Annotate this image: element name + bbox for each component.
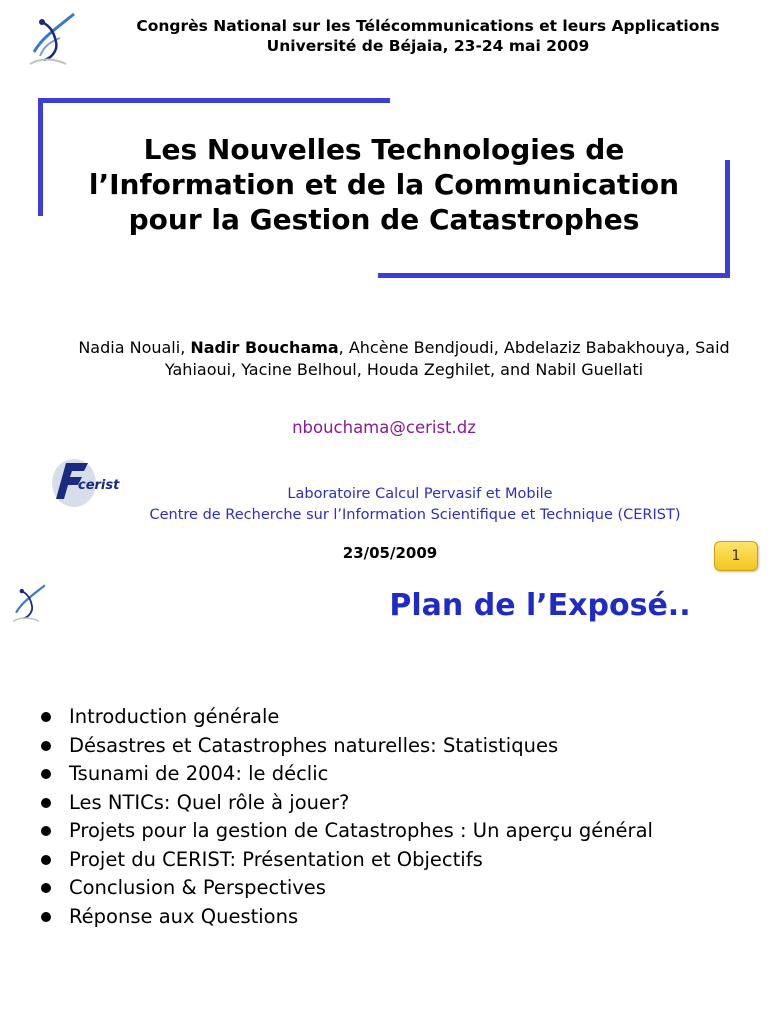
list-item-text: Introduction générale (69, 705, 280, 728)
institution-name: Centre de Recherche sur l’Information Scientifique et Technique (CERIST) (149, 507, 681, 523)
frame-top-line (38, 98, 390, 103)
list-item-text: Désastres et Catastrophes naturelles: Statistiques (69, 733, 559, 757)
presentation-title (60, 132, 708, 237)
list-item-text: Projets pour la gestion de Catastrophes : Un aperçu général (69, 819, 653, 842)
bullet-icon (41, 912, 51, 922)
bullet-icon (41, 741, 51, 751)
list-item-text: Conclusion & Perspectives (69, 876, 326, 899)
list-item (38, 817, 758, 846)
author-list (60, 337, 748, 381)
list-item-text: Projet du CERIST: Présentation et Objectifs (69, 847, 483, 871)
list-item (38, 732, 758, 761)
bullet-icon (41, 855, 51, 865)
conference-header (94, 16, 762, 56)
presentation-date: 23/05/2009 (342, 544, 438, 562)
list-item (38, 903, 758, 932)
title-line-1: Les Nouvelles Technologies de (143, 133, 625, 166)
bullet-icon (41, 769, 51, 779)
authors-part-2: , Ahcène Bendjoudi, Abdelaziz Babakhouya, Said Yahiaoui, Yacine Belhoul, Houda Zeghilet, and Nabil Guellati (164, 338, 730, 379)
bullet-icon (41, 712, 51, 722)
list-item (38, 703, 758, 732)
cerist-logo-icon (48, 455, 130, 511)
cerist-logo-text: cerist (78, 478, 120, 493)
list-item (38, 760, 758, 789)
lab-name: Laboratoire Calcul Pervasif et Mobile (287, 486, 553, 502)
title-line-2: l’Information et de la Communication (88, 168, 680, 201)
list-item-text: Réponse aux Questions (69, 904, 299, 928)
conference-logo-icon-small (6, 580, 52, 628)
bullet-icon (41, 826, 51, 836)
outline-title: Plan de l’Exposé.. (389, 588, 691, 623)
list-item-text: Les NTICs: Quel rôle à jouer? (69, 790, 350, 814)
list-item (38, 874, 758, 903)
list-item (38, 846, 758, 875)
authors-part-1: Nadia Nouali, (78, 338, 191, 357)
list-item (38, 789, 758, 818)
frame-right-line (725, 160, 730, 278)
frame-left-line (38, 98, 43, 216)
title-line-3: pour la Gestion de Catastrophes (128, 203, 640, 236)
bullet-icon (41, 798, 51, 808)
outline-list (38, 703, 758, 931)
page-number-badge: 1 (714, 541, 758, 571)
conference-logo-icon (20, 8, 84, 72)
list-item-text: Tsunami de 2004: le déclic (69, 762, 329, 785)
conference-name: Congrès National sur les Télécommunications et leurs Applications (136, 17, 720, 35)
contact-email[interactable]: nbouchama@cerist.dz (292, 418, 476, 437)
conference-venue-date: Université de Béjaia, 23-24 mai 2009 (266, 37, 590, 55)
frame-bottom-line (378, 273, 730, 278)
bullet-icon (41, 883, 51, 893)
presenting-author: Nadir Bouchama (190, 338, 339, 357)
